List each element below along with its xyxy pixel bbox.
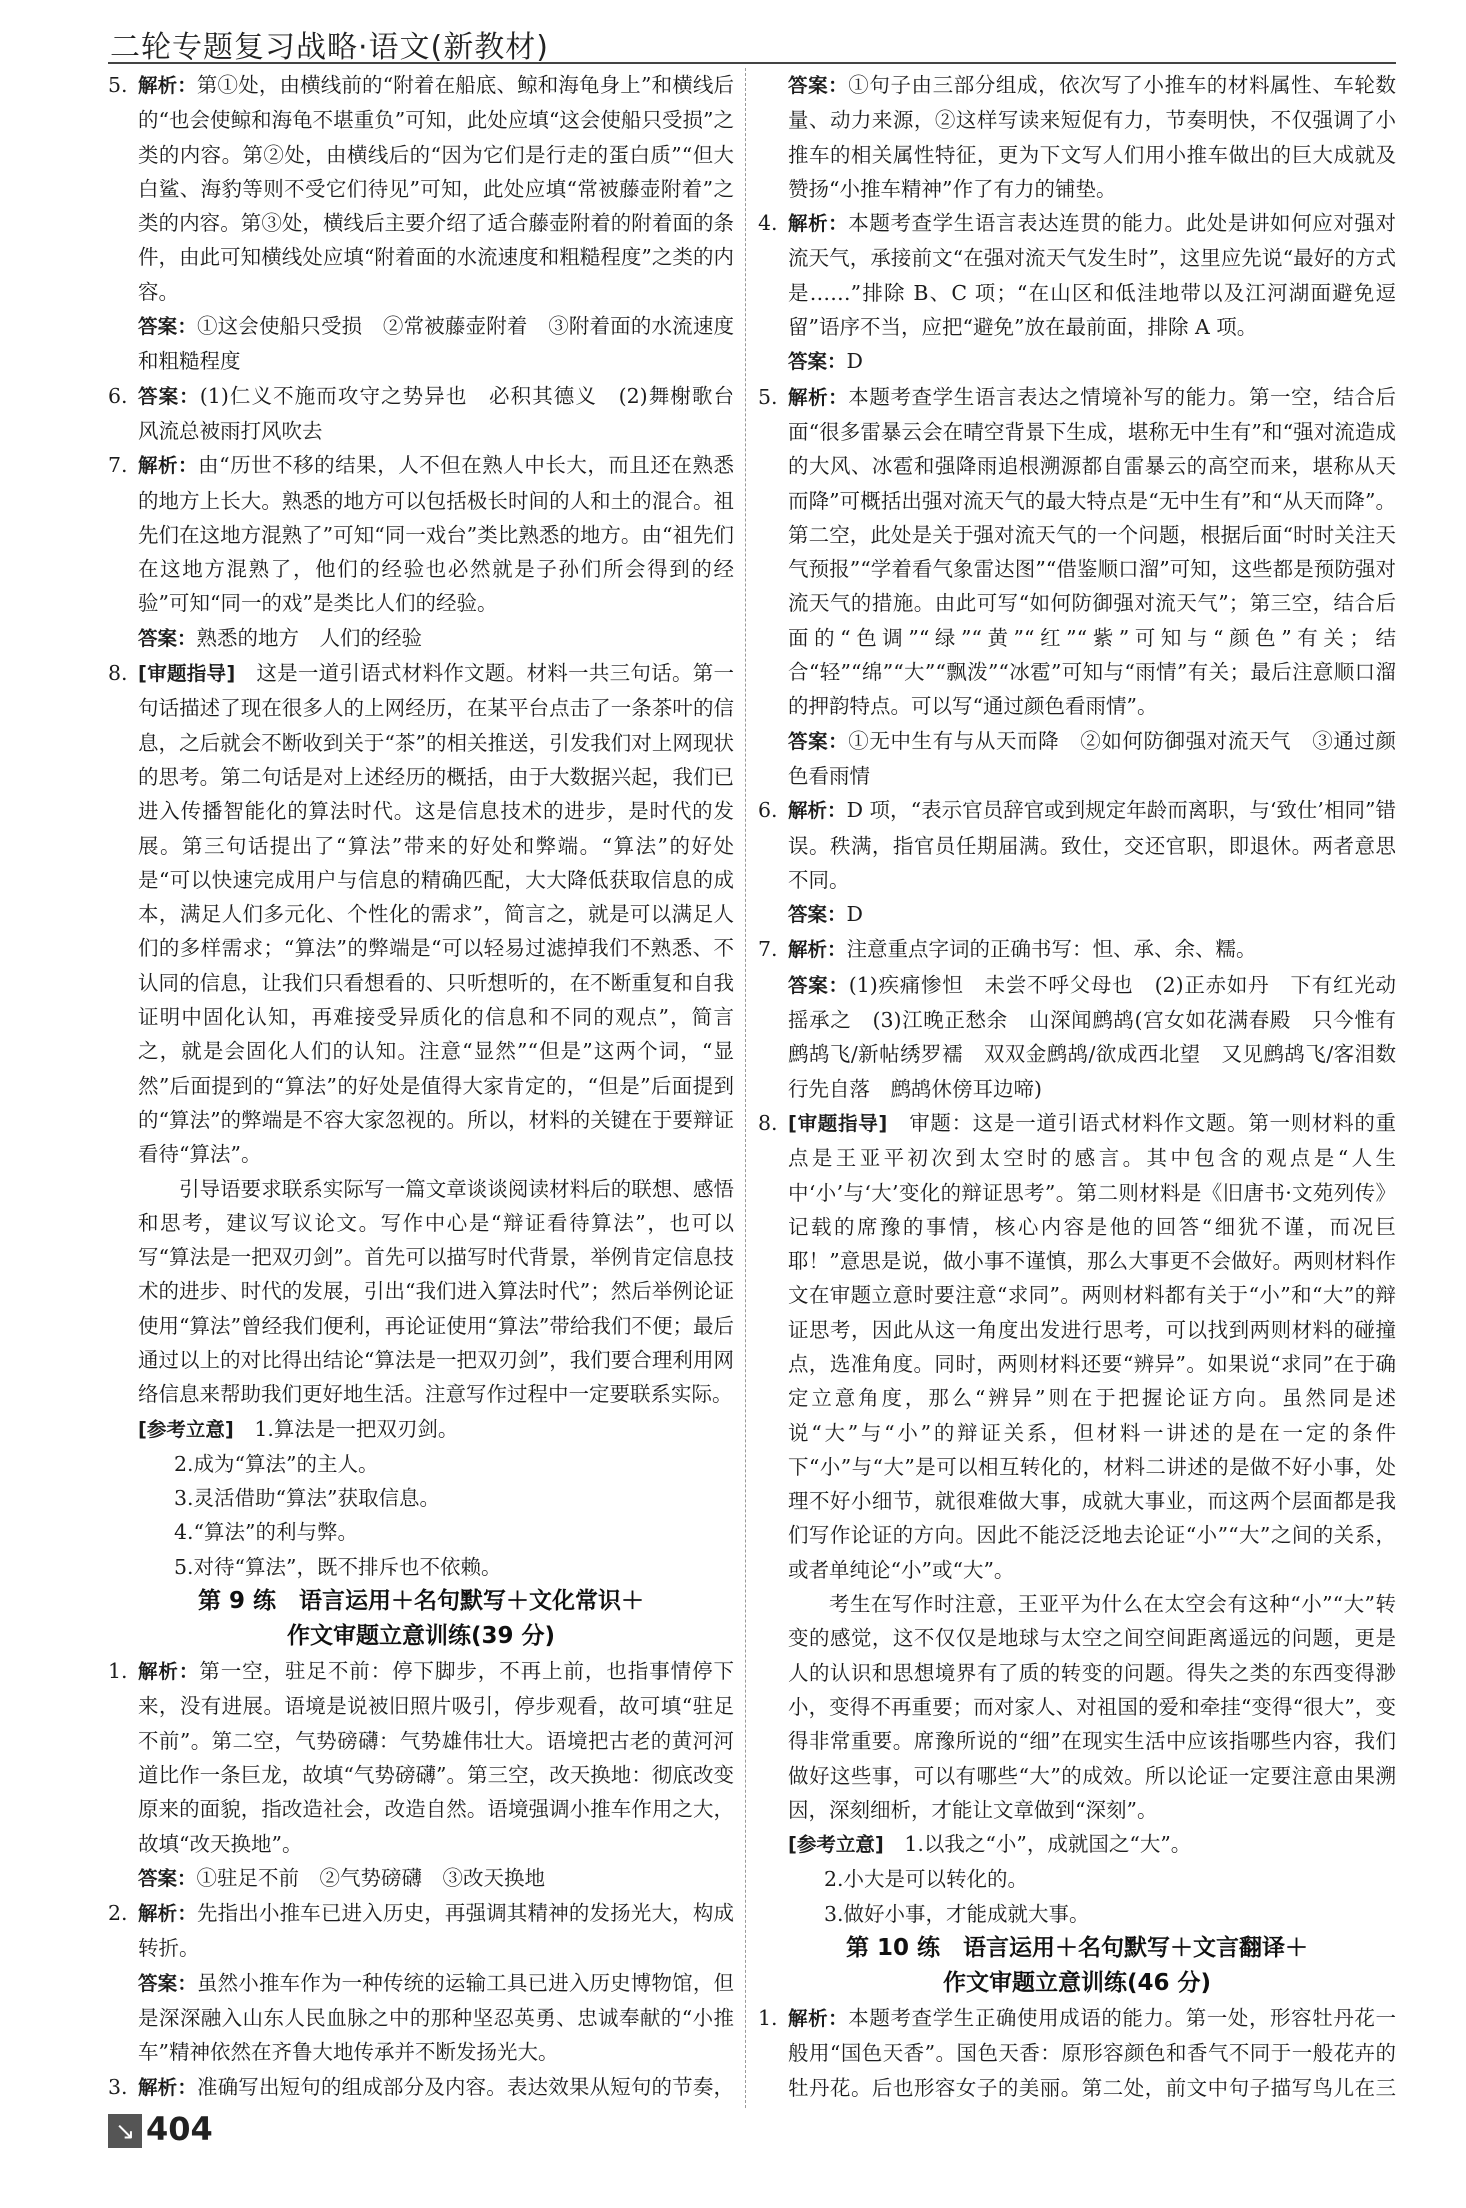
answer-8 xyxy=(108,656,734,1171)
section-9-title-line-2: 作文审题立意训练(39 分) xyxy=(286,1623,556,1650)
s9-answer-4 xyxy=(758,206,1396,344)
analysis-label: 解析： xyxy=(138,2075,197,2099)
item-number: 1. xyxy=(758,2006,778,2031)
item-number: 4. xyxy=(758,211,778,236)
page-number: 404 xyxy=(146,2110,213,2148)
analysis-label: 解析： xyxy=(138,1902,197,1926)
analysis-label: 解析： xyxy=(138,1660,200,1684)
guide-text: 审题：这是一道引语式材料作文题。第一则材料的重点是王亚平初次到太空时的感言。其中包含的观点是“人生中‘小’与‘大’变化的辩证思考”。第二则材料是《旧唐书·文苑列传》记载的席豫的事情，核心内容是他的回答“细犹不谨，而况巨耶！”意思是说，做小事不谨慎，那么大事更不会做好。两则材料作文在审题立意时要注意“求同”。两则材料都有关于“小”和“大”的辩证思考，因此从这一角度出发进行思考，可以找到两则材料的碰撞点，选准角度。同时，两则材料还要“辨异”。如果说“求同”在于确定立意角度，那么“辨异”则在于把握论证方向。虽然同是述说“大”与“小”的辩证关系，但材料一讲述的是在一定的条件下“小”与“大”是可以相互转化的，材料二讲述的是做不好小事，处理不好小细节，就很难做大事，成就大事业，而这两个层面都是我们写作论证的方向。因此不能泛泛地去论证“小”“大”之间的关系，或者单纯论“小”或“大”。 xyxy=(788,1110,1396,1582)
analysis-label: 解析： xyxy=(788,799,847,823)
answer-text: 熟悉的地方 人们的经验 xyxy=(196,625,423,650)
book-title: 二轮专题复习战略·语文(新教材) xyxy=(110,30,549,65)
idea-item: 4.“算法”的利与弊。 xyxy=(174,1520,359,1545)
analysis-text: 由“历世不移的结果，人不但在熟人中长大，而且还在熟悉的地方上长大。熟悉的地方可以包括极长时间的人和土的混合。祖先们在这地方混熟了”可知“同一戏台”类比熟悉的地方。由“祖先们在这地方混熟了，他们的经验也必然就是子孙们所会得到的经验”可知“同一的戏”是类比人们的经验。 xyxy=(138,453,734,616)
s10-answer-1 xyxy=(758,2001,1396,2108)
answer-label: 答案： xyxy=(138,626,197,650)
answer-label: 答案： xyxy=(138,315,197,339)
idea-item: 3.做好小事，才能成就大事。 xyxy=(824,1901,1090,1926)
ideas-label: [参考立意] xyxy=(138,1417,234,1441)
answer-label: 答案： xyxy=(138,1866,197,1890)
analysis-label: 解析： xyxy=(138,74,197,97)
answer-text: ①驻足不前 ②气势磅礴 ③改天换地 xyxy=(196,1865,546,1890)
analysis-label: 解析： xyxy=(788,938,847,962)
guide-paragraph-2: 引导语要求联系实际写一篇文章谈谈阅读材料后的联想、感悟和思考，建议写议论文。写作中心是“辩证看待算法”，也可以写“算法是一把双刃剑”。首先可以描写时代背景，举例肯定信息技术的进步、时代的发展，引出“我们进入算法时代”；然后举例论证使用“算法”曾经我们便利，再论证使用“算法”带给我们不便；最后通过以上的对比得出结论“算法是一把双刃剑”，我们要合理利用网络信息来帮助我们更好地生活。注意写作过程中一定要联系实际。 xyxy=(138,1176,734,1407)
s9-answer-6 xyxy=(758,793,1396,897)
item-number: 8. xyxy=(758,1110,778,1135)
item-number: 7. xyxy=(758,937,778,962)
analysis-text: 本题考查学生语言表达连贯的能力。此处是讲如何应对强对流天气，承接前文“在强对流天气发生时”，这里应先说“最好的方式是……”排除 B、C 项；“在山区和低洼地带以及江河湖面避免逗留”语序不当，应把“避免”放在最前面，排除 A 项。 xyxy=(788,211,1396,340)
item-number: 3. xyxy=(108,2074,128,2099)
section-10-title-line-2: 作文审题立意训练(46 分) xyxy=(942,1970,1212,1997)
s9-answer-7 xyxy=(758,932,1396,967)
section-9-title-line-1: 第 9 练 语言运用＋名句默写＋文化常识＋ xyxy=(197,1588,645,1615)
left-column xyxy=(108,68,734,2108)
column-divider xyxy=(745,68,746,2108)
answer-text: ①这会使船只受损 ②常被藤壶附着 ③附着面的水流速度和粗糙程度 xyxy=(138,314,734,374)
answer-line xyxy=(758,724,1396,794)
answer-line xyxy=(758,68,1396,206)
analysis-text: 先指出小推车已进入历史，再强调其精神的发扬光大，构成转折。 xyxy=(138,1901,734,1961)
guide-label: [审题指导] xyxy=(138,662,236,686)
answer-line xyxy=(108,621,734,656)
idea-item: 5.对待“算法”，既不排斥也不依赖。 xyxy=(174,1554,502,1579)
answer-label: 答案： xyxy=(788,973,849,997)
guide-text: 这是一道引语式材料作文题。材料一共三句话。第一句话描述了现在很多人的上网经历，在某平台点击了一条茶叶的信息，之后就会不断收到关于“茶”的相关推送，引发我们对上网现状的思考。第二句话是对上述经历的概括，由于大数据兴起，我们已进入传播智能化的算法时代。这是信息技术的进步，是时代的发展。第三句话提出了“算法”带来的好处和弊端。“算法”的好处是“可以快速完成用户与信息的精确匹配，大大降低获取信息的成本，满足人们多元化、个性化的需求”，简言之，就是可以满足人们的多样需求；“算法”的弊端是“可以轻易过滤掉我们不熟悉、不认同的信息，让我们只看想看的、只听想听的，在不断重复和自我证明中固化认知，再难接受异质化的信息和不同的观点”，简言之，就是会固化人们的认知。注意“显然”“但是”这两个词，“显然”后面提到的“算法”的好处是值得大家肯定的，“但是”后面提到的“算法”的弊端是不容大家忽视的。所以，材料的关键在于要辩证看待“算法”。 xyxy=(138,661,734,1167)
item-number: 1. xyxy=(108,1659,128,1684)
answer-line xyxy=(108,309,734,379)
answer-label: 答案： xyxy=(138,384,200,408)
idea-item: 3.灵活借助“算法”获取信息。 xyxy=(174,1486,441,1511)
answer-text: ①无中生有与从天而降 ②如何防御强对流天气 ③通过颜色看雨情 xyxy=(788,728,1396,788)
s9-answer-3 xyxy=(108,2070,734,2108)
s9-answer-8 xyxy=(758,1106,1396,1587)
answer-7 xyxy=(108,448,734,620)
guide-label: [审题指导] xyxy=(788,1111,888,1135)
analysis-label: 解析： xyxy=(788,212,849,236)
item-number: 6. xyxy=(108,383,128,408)
idea-item: 2.小大是可以转化的。 xyxy=(824,1867,1029,1892)
page-header xyxy=(108,18,1396,64)
analysis-text: 注意重点字词的正确书写：怛、承、余、糯。 xyxy=(846,937,1257,962)
item-number: 5. xyxy=(758,384,778,409)
arrow-icon: ↘ xyxy=(108,2114,142,2148)
idea-item: 1.算法是一把双刃剑。 xyxy=(254,1416,459,1441)
item-number: 7. xyxy=(108,453,128,478)
analysis-text: 第①处，由横线前的“附着在船底、鲸和海龟身上”和横线后的“也会使鲸和海龟不堪重负”可知，此处应填“这会使船只受损”之类的内容。第②处，由横线后的“因为它们是行走的蛋白质”“但大白鲨、海豹等则不受它们待见”可知，此处应填“常被藤壶附着”之类的内容。第③处，横线后主要介绍了适合藤壶附着的附着面的条件，由此可知横线处应填“附着面的水流速度和粗糙程度”之类的内容。 xyxy=(138,73,734,304)
analysis-text: D 项，“表示官员辞官或到规定年龄而离职，与‘致仕’相同”错误。秩满，指官员任期届满。致仕，交还官职，即退休。两者意思不同。 xyxy=(788,798,1396,892)
analysis-label: 解析： xyxy=(788,385,849,409)
answer-5 xyxy=(108,68,734,309)
answer-text: 虽然小推车作为一种传统的运输工具已进入历史博物馆，但是深深融入山东人民血脉之中的那种坚忍英勇、忠诚奉献的“小推车”精神依然在齐鲁大地传承并不断发扬光大。 xyxy=(138,1970,734,2065)
item-number: 5. xyxy=(108,73,128,97)
answer-line xyxy=(108,1966,734,2070)
answer-line xyxy=(758,968,1396,1106)
right-column xyxy=(758,68,1396,2108)
answer-line xyxy=(108,1861,734,1896)
analysis-text: 准确写出短句的组成部分及内容。表达效果从短句的节奏， xyxy=(196,2074,734,2099)
answer-label: 答案： xyxy=(138,1971,197,1995)
s9-answer-1 xyxy=(108,1654,734,1861)
analysis-text: 第一空，驻足不前：停下脚步，不再上前，也指事情停下来，没有进展。语境是说被旧照片吸引，停步观看，故可填“驻足不前”。第二空，气势磅礴：气势雄伟壮大。语境把古老的黄河河道比作一条巨龙，故填“气势磅礴”。第三空，改天换地：彻底改变原来的面貌，指改造社会，改造自然。语境强调小推车作用之大，故填“改天换地”。 xyxy=(138,1659,734,1856)
idea-item: 1.以我之“小”，成就国之“大”。 xyxy=(904,1832,1192,1857)
reference-ideas xyxy=(758,1827,1396,1862)
answer-text: (1)仁义不施而攻守之势异也 必积其德义 (2)舞榭歌台 风流总被雨打风吹去 xyxy=(138,383,734,443)
guide-paragraph-2: 考生在写作时注意，王亚平为什么在太空会有这种“小”“大”转变的感觉，这不仅仅是地球与太空之间空间距离遥远的问题，更是人的认识和思想境界有了质的转变的问题。得失之类的东西变得渺小，变得不再重要；而对家人、对祖国的爱和牵挂“变得“很大”，变得非常重要。席豫所说的“细”在现实生活中应该指哪些内容，我们做好这些事，可以有哪些“大”的成效。所以论证一定要注意由果溯因，深刻细析，才能让文章做到“深刻”。 xyxy=(788,1592,1396,1822)
idea-item: 2.成为“算法”的主人。 xyxy=(174,1451,379,1476)
analysis-text: 本题考查学生语言表达之情境补写的能力。第一空，结合后面“很多雷暴云会在晴空背景下生成，堪称无中生有”和“强对流造成的大风、冰雹和强降雨追根溯源都自雷暴云的高空而来，堪称从天而降”可概括出强对流天气的最大特点是“无中生有”和“从天而降”。第二空，此处是关于强对流天气的一个问题，根据后面“时时关注天气预报”“学着看气象雷达图”“借鉴顺口溜”可知，这些都是预防强对流天气的措施。由此可写“如何防御强对流天气”；第三空，结合后面的“色调”“绿”“黄”“红”“紫”可知与“颜色”有关；结合“轻”“绵”“大”“飘泼”“冰雹”可知与“雨情”有关；最后注意顺口溜的押韵特点。可以写“通过颜色看雨情”。 xyxy=(788,384,1396,719)
answer-label: 答案： xyxy=(788,729,849,753)
reference-ideas xyxy=(108,1412,734,1447)
answer-text: D xyxy=(846,349,863,374)
page-footer xyxy=(108,2112,308,2152)
ideas-label: [参考立意] xyxy=(788,1833,884,1857)
answer-label: 答案： xyxy=(788,74,849,97)
analysis-text: 本题考查学生正确使用成语的能力。第一处，形容牡丹花一般用“国色天香”。国色天香：原形容颜色和香气不同于一般花卉的牡丹花。后也形容女子的美丽。第二处，前文中句子描写鸟儿在三 xyxy=(788,2006,1396,2100)
answer-line xyxy=(758,344,1396,379)
item-number: 8. xyxy=(108,661,128,686)
answer-line xyxy=(758,897,1396,932)
answer-text: D xyxy=(846,902,863,927)
answer-label: 答案： xyxy=(788,350,847,374)
item-number: 2. xyxy=(108,1901,128,1926)
section-10-title-line-1: 第 10 练 语言运用＋名句默写＋文言翻译＋ xyxy=(845,1935,1309,1962)
analysis-label: 解析： xyxy=(788,2007,849,2031)
answer-6 xyxy=(108,379,734,449)
s9-answer-2 xyxy=(108,1896,734,1966)
answer-text: ①句子由三部分组成，依次写了小推车的材料属性、车轮数量、动力来源，②这样写读来短促有力，节奏明快，不仅强调了小推车的相关属性特征，更为下文写人们用小推车做出的巨大成就及赞扬“小推车精神”作了有力的铺垫。 xyxy=(788,73,1396,201)
item-number: 6. xyxy=(758,798,778,823)
answer-label: 答案： xyxy=(788,903,847,927)
s9-answer-5 xyxy=(758,380,1396,724)
analysis-label: 解析： xyxy=(138,454,199,478)
answer-text: (1)疾痛惨怛 未尝不呼父母也 (2)正赤如丹 下有红光动摇承之 (3)江晚正愁余 山深闻鹧鸪(宫女如花满春殿 只今惟有鹧鸪飞/新帖绣罗襦 双双金鹧鸪/欲成西北望 又见鹧鸪飞/客泪数行先自落 鹧鸪休傍耳边啼) xyxy=(788,972,1396,1101)
